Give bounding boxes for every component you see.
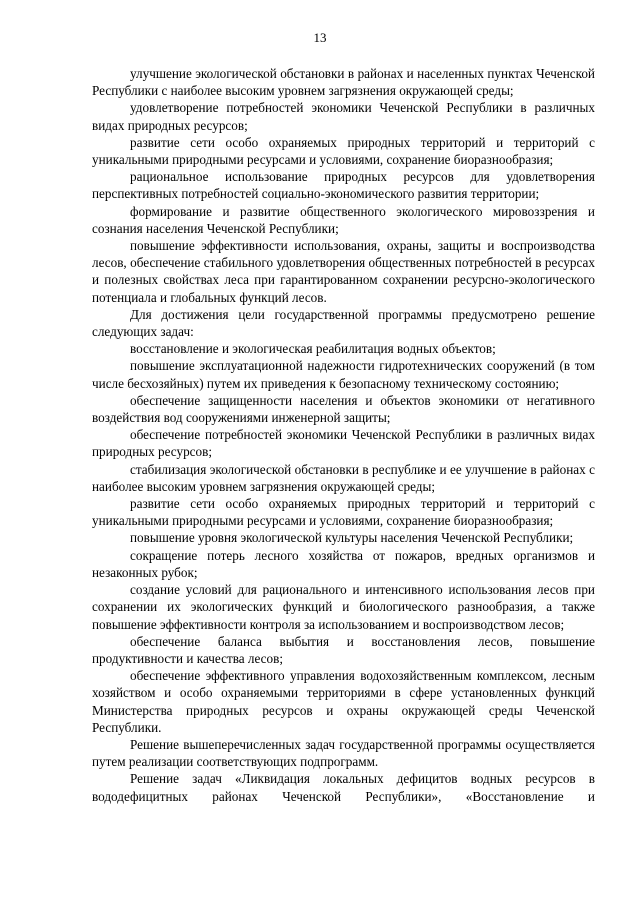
paragraph: восстановление и экологическая реабилитация водных объектов; [130,341,496,357]
paragraph: повышение уровня экологической культуры населения Чеченской Республики; [130,530,574,546]
paragraph: обеспечение потребностей экономики Чеченской Республики в различных видах природных ресурсов; [92,427,595,460]
paragraph: повышение эксплуатационной надежности гидротехнических сооружений (в том числе бесхозяйных) путем их приведения к безопасному техническому состоянию; [92,358,595,391]
paragraph: обеспечение эффективного управления водохозяйственным комплексом, лесным хозяйством и особо охраняемыми территориями в сфере установленных функций Министерства природных ресурсов и охраны окружающей среды Чеченской Республики. [92,668,595,735]
paragraph: развитие сети особо охраняемых природных территорий и территорий с уникальными природными ресурсами и условиями, сохранение биоразнообразия; [92,134,595,168]
paragraph: формирование и развитие общественного экологического мировоззрения и сознания населения Чеченской Республики; [92,203,595,236]
paragraph: создание условий для рационального и интенсивного использования лесов при сохранении их экологических функций и биологического разнообразия, а также повышение эффективности контроля за использованием и воспроизводством лесов; [92,582,595,632]
paragraph: обеспечение защищенности населения и объектов экономики от негативного воздействия вод сооружениями инженерной защиты; [92,392,595,426]
paragraph: Решение задач «Ликвидация локальных дефицитов водных ресурсов в вододефицитных районах Чеченской Республики», «Восстановление и [92,771,595,804]
paragraph: стабилизация экологической обстановки в республике и ее улучшение в районах с наиболее высоким уровнем загрязнения окружающей среды; [92,461,595,494]
paragraph: Решение вышеперечисленных задач государственной программы осуществляется путем реализации соответствующих подпрограмм. [92,736,595,770]
paragraph: сокращение потерь лесного хозяйства от пожаров, вредных организмов и незаконных рубок; [92,547,595,580]
paragraph: улучшение экологической обстановки в районах и населенных пунктах Чеченской Республики с наиболее высоким уровнем загрязнения окружающей среды; [92,66,595,99]
paragraph: обеспечение баланса выбытия и восстановления лесов, повышение продуктивности и качества лесов; [92,633,595,666]
paragraph: развитие сети особо охраняемых природных территорий и территорий с уникальными природными ресурсами и условиями, сохранение биоразнообразия; [92,496,595,529]
paragraph: повышение эффективности использования, охраны, защиты и воспроизводства лесов, обеспечение стабильного удовлетворения общественных потребностей в ресурсах и полезных свойствах леса при гарантированном сохранении ресурсно-экологического потенциала и глобальных функций лесов. [92,238,595,305]
page-number: 13 [313,30,327,45]
paragraph: рациональное использование природных ресурсов для удовлетворения перспективных потребностей социально-экономического развития территории; [92,169,595,202]
paragraph: удовлетворение потребностей экономики Чеченской Республики в различных видах природных ресурсов; [92,100,595,133]
body-text [92,65,595,805]
paragraph: Для достижения цели государственной программы предусмотрено решение следующих задач: [92,306,595,340]
